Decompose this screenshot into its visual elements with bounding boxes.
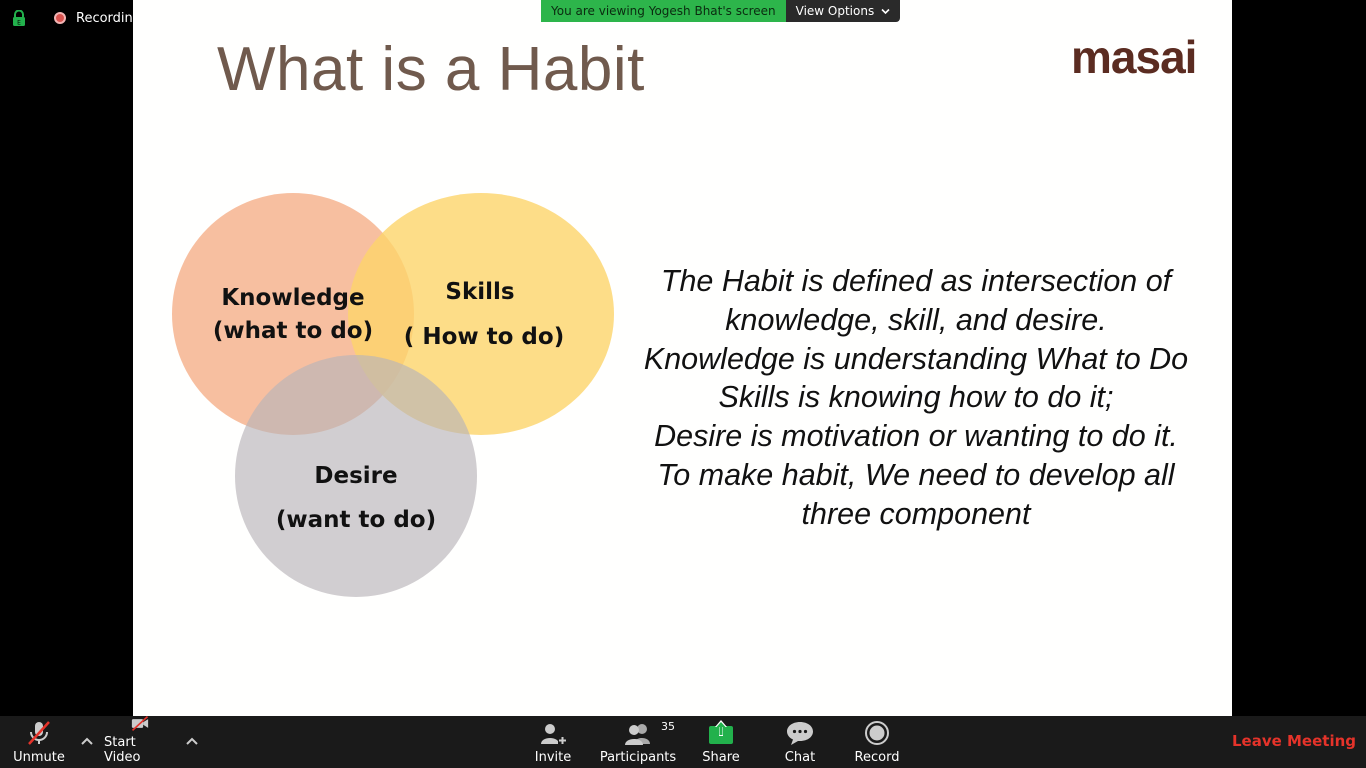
- participants-label: Participants: [599, 750, 677, 765]
- unmute-button[interactable]: [10, 716, 68, 768]
- share-screen-icon: [707, 720, 735, 746]
- slide-title: What is a Habit: [217, 35, 645, 104]
- description-line: three component: [801, 496, 1031, 531]
- chat-label: Chat: [784, 750, 816, 765]
- viewing-screen-text: You are viewing Yogesh Bhat's screen: [541, 0, 786, 22]
- share-button[interactable]: [700, 716, 742, 768]
- description-line: Knowledge is understanding What to Do: [643, 341, 1189, 376]
- description-line: Skills is knowing how to do it;: [718, 380, 1114, 415]
- chevron-down-icon: [881, 8, 890, 15]
- view-options-button[interactable]: [786, 0, 900, 22]
- recording-icon: [54, 12, 66, 24]
- meeting-toolbar: [0, 716, 1366, 768]
- audio-options-caret-icon[interactable]: [80, 734, 94, 748]
- video-off-icon: [125, 716, 155, 731]
- masai-logo: masai: [1071, 31, 1197, 83]
- start-video-button[interactable]: [104, 716, 176, 768]
- record-icon: [864, 720, 890, 746]
- share-label: Share: [702, 750, 740, 765]
- muted-microphone-icon: [25, 720, 53, 746]
- description-line: To make habit, We need to develop all: [657, 457, 1175, 492]
- skills-sublabel: ( How to do): [403, 324, 565, 350]
- view-options-label: View Options: [795, 4, 875, 18]
- video-options-caret-icon[interactable]: [185, 734, 199, 748]
- participants-icon: [622, 722, 654, 746]
- chat-button[interactable]: [780, 716, 820, 768]
- desire-label: Desire: [314, 463, 398, 489]
- shared-screen-slide: [133, 0, 1232, 716]
- unmute-label: Unmute: [13, 750, 65, 765]
- record-button[interactable]: [852, 716, 902, 768]
- invite-person-icon: [538, 722, 568, 746]
- knowledge-sublabel: (what to do): [212, 318, 374, 344]
- leave-meeting-button[interactable]: Leave Meeting: [1231, 732, 1356, 750]
- record-label: Record: [854, 750, 900, 765]
- description-line: Desire is motivation or wanting to do it.: [654, 419, 1178, 454]
- start-video-label: Start Video: [104, 735, 141, 765]
- status-area: [12, 10, 133, 26]
- invite-button[interactable]: [532, 716, 574, 768]
- viewing-banner: [541, 0, 900, 22]
- svg-text:E: E: [17, 19, 21, 26]
- description-line: The Habit is defined as intersection of: [660, 264, 1172, 298]
- encryption-lock-icon[interactable]: [12, 10, 26, 26]
- habit-description: [611, 262, 1221, 534]
- recording-label: Recordin: [76, 10, 133, 26]
- chat-bubble-icon: [786, 720, 814, 746]
- desire-sublabel: (want to do): [275, 507, 437, 533]
- participants-count-badge: 35: [661, 720, 675, 733]
- knowledge-label: Knowledge: [221, 285, 365, 311]
- description-line: knowledge, skill, and desire.: [725, 302, 1107, 337]
- invite-label: Invite: [534, 750, 572, 765]
- skills-label: Skills: [445, 279, 515, 305]
